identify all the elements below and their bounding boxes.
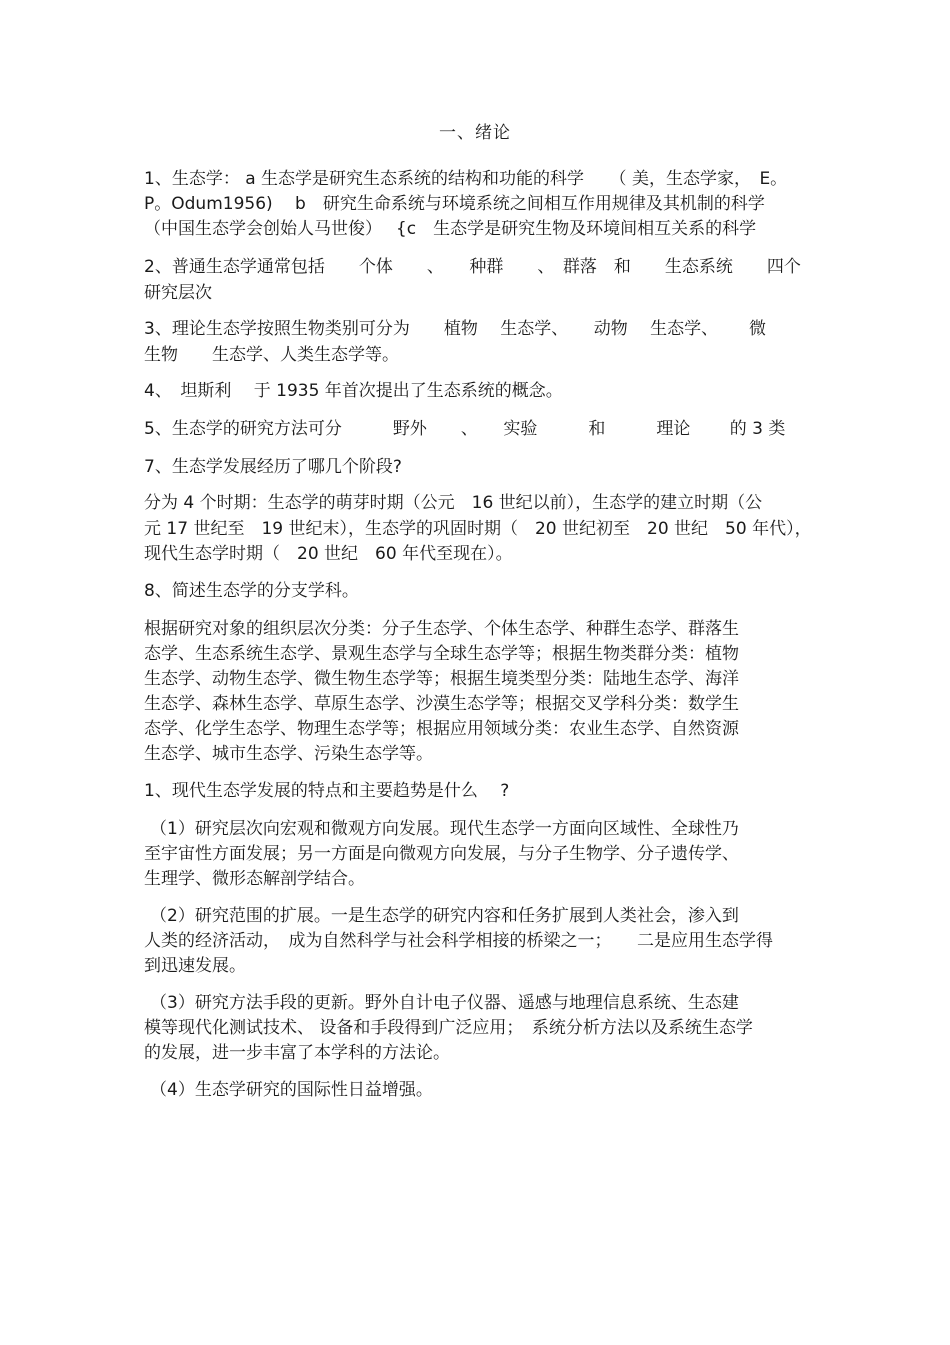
text-line: （3）研究方法手段的更新。野外自计电子仪器、遥感与地理信息系统、生态建 bbox=[150, 993, 739, 1013]
text-line: 到迅速发展。 bbox=[144, 956, 246, 976]
text-line: 分为 4 个时期：生态学的萌芽时期（公元 16 世纪以前），生态学的建立时期（公 bbox=[144, 493, 763, 513]
text-line: （2）研究范围的扩展。一是生态学的研究内容和任务扩展到人类社会，渗入到 bbox=[150, 906, 739, 926]
text-line: 生态学、城市生态学、污染生态学等。 bbox=[144, 744, 433, 764]
text-line: 现代生态学时期（ 20 世纪 60 年代至现在）。 bbox=[144, 544, 513, 564]
text-line: （1）研究层次向宏观和微观方向发展。现代生态学一方面向区域性、全球性乃 bbox=[150, 819, 739, 839]
text-line: （中国生态学会创始人马世俊） {c 生态学是研究生物及环境间相互关系的科学 bbox=[144, 219, 757, 239]
text-line: 5、生态学的研究方法可分 野外 、 实验 和 理论 的 3 类 bbox=[144, 419, 786, 439]
text-line: 根据研究对象的组织层次分类：分子生态学、个体生态学、种群生态学、群落生 bbox=[144, 619, 739, 639]
text-line: 生物 生态学、人类生态学等。 bbox=[144, 345, 399, 365]
text-line: 研究层次 bbox=[144, 283, 212, 303]
text-line: 1、现代生态学发展的特点和主要趋势是什么 ? bbox=[144, 781, 510, 801]
text-line: 8、简述生态学的分支学科。 bbox=[144, 581, 359, 601]
text-line: 模等现代化测试技术、 设备和手段得到广泛应用； 系统分析方法以及系统生态学 bbox=[144, 1018, 753, 1038]
text-line: 人类的经济活动， 成为自然科学与社会科学相接的桥梁之一； 二是应用生态学得 bbox=[144, 931, 773, 951]
text-line: 生理学、微形态解剖学结合。 bbox=[144, 869, 365, 889]
text-line: P。Odum1956) b 研究生命系统与环境系统之间相互作用规律及其机制的科学 bbox=[144, 194, 765, 214]
text-line: 3、理论生态学按照生物类别可分为 植物 生态学、 动物 生态学、 微 bbox=[144, 319, 767, 339]
text-line: 态学、化学生态学、物理生态学等；根据应用领域分类：农业生态学、自然资源 bbox=[144, 719, 739, 739]
text-line: 至宇宙性方面发展；另一方面是向微观方向发展，与分子生物学、分子遗传学、 bbox=[144, 844, 739, 864]
text-line: 态学、生态系统生态学、景观生态学与全球生态学等；根据生物类群分类：植物 bbox=[144, 644, 739, 664]
text-line: 1、生态学： a 生态学是研究生态系统的结构和功能的科学 （ 美，生态学家， E。 bbox=[144, 169, 788, 189]
text-line: 2、普通生态学通常包括 个体 、 种群 、 群落 和 生态系统 四个 bbox=[144, 257, 801, 277]
text-line: 元 17 世纪至 19 世纪末），生态学的巩固时期（ 20 世纪初至 20 世纪 50 年代）， bbox=[144, 519, 812, 539]
text-line: 生态学、动物生态学、微生物生态学等；根据生境类型分类：陆地生态学、海洋 bbox=[144, 669, 739, 689]
text-line: 7、生态学发展经历了哪几个阶段? bbox=[144, 457, 402, 477]
text-line: 4、 坦斯利 于 1935 年首次提出了生态系统的概念。 bbox=[144, 381, 563, 401]
text-line: 生态学、森林生态学、草原生态学、沙漠生态学等；根据交叉学科分类：数学生 bbox=[144, 694, 739, 714]
text-line: （4）生态学研究的国际性日益增强。 bbox=[150, 1080, 433, 1100]
text-line: 的发展，进一步丰富了本学科的方法论。 bbox=[144, 1043, 450, 1063]
page-title: 一、绪论 bbox=[439, 123, 511, 143]
